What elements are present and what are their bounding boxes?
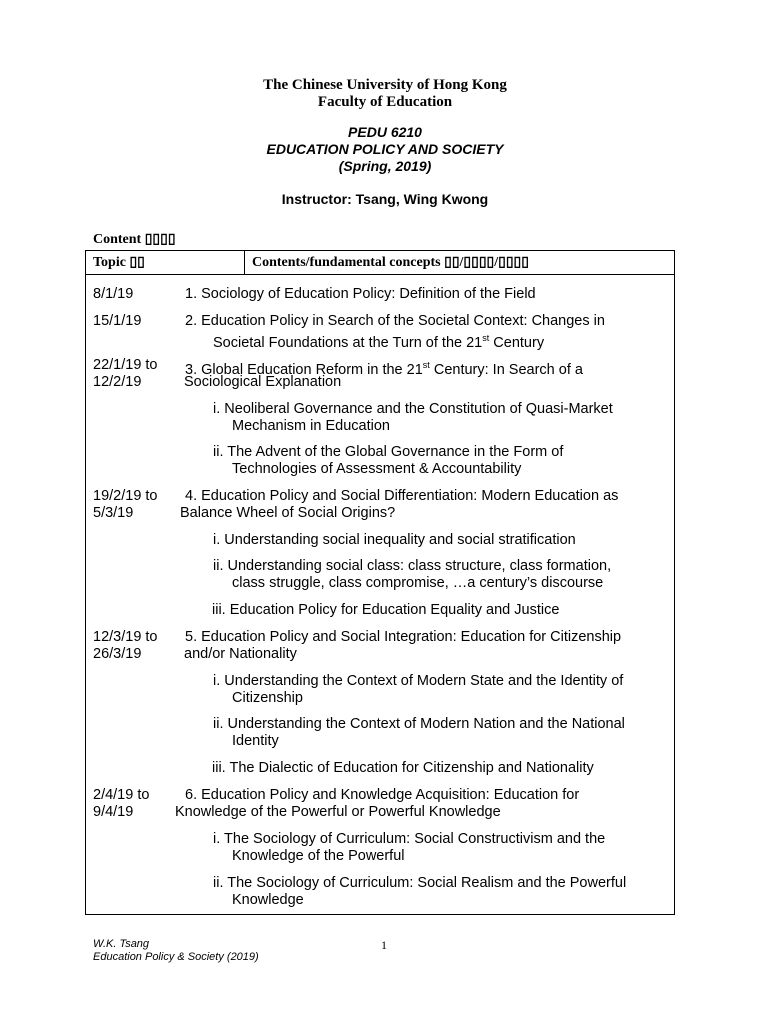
subtopic-line: Knowledge	[232, 892, 304, 908]
topic-line: Sociological Explanation	[184, 374, 342, 390]
column-divider	[244, 251, 245, 274]
subtopic-line: Citizenship	[232, 690, 303, 706]
subtopic-line: i. Understanding social inequality and social stratification	[213, 532, 576, 548]
university-title: The Chinese University of Hong Kong	[263, 77, 507, 93]
footer-doc-title: Education Policy & Society (2019)	[93, 951, 259, 963]
subtopic-line: i. Understanding the Context of Modern State and the Identity of	[213, 673, 624, 689]
instructor: Instructor: Tsang, Wing Kwong	[281, 191, 489, 207]
subtopic-line: ii. Understanding the Context of Modern Nation and the National	[213, 716, 625, 732]
topic-column-header: Topic ▯▯	[93, 255, 145, 270]
topic-line: 4. Education Policy and Social Differentiation: Modern Education as	[185, 488, 619, 504]
row-date: 2/4/19 to	[93, 787, 150, 803]
table-header	[86, 251, 674, 275]
contents-column-header: Contents/fundamental concepts ▯▯/▯▯▯▯/▯▯▯▯	[252, 255, 529, 270]
subtopic-line: class struggle, class compromise, …a century’s discourse	[232, 575, 604, 591]
row-date: 12/3/19 to	[93, 629, 158, 645]
row-date: 9/4/19	[93, 804, 134, 820]
row-date: 5/3/19	[93, 505, 134, 521]
topic-line: 2. Education Policy in Search of the Societal Context: Changes in	[185, 313, 605, 329]
subtopic-line: i. The Sociology of Curriculum: Social Constructivism and the	[213, 831, 606, 847]
topic-line: and/or Nationality	[184, 646, 297, 662]
topic-line: Balance Wheel of Social Origins?	[180, 505, 396, 521]
subtopic-line: ii. The Sociology of Curriculum: Social Realism and the Powerful	[213, 875, 627, 891]
course-term: (Spring, 2019)	[338, 158, 432, 174]
subtopic-line: Identity	[232, 733, 279, 749]
course-title: EDUCATION POLICY AND SOCIETY	[266, 141, 504, 157]
topic-line: Societal Foundations at the Turn of the 21st Century	[213, 333, 545, 351]
subtopic-line: iii. Education Policy for Education Equality and Justice	[212, 602, 560, 618]
page-number: 1	[381, 938, 387, 952]
footer-author: W.K. Tsang	[93, 938, 150, 950]
row-date: 26/3/19	[93, 646, 142, 662]
content-label: Content ▯▯▯▯	[93, 232, 176, 247]
row-date: 22/1/19 to	[93, 357, 158, 373]
subtopic-line: ii. The Advent of the Global Governance in the Form of	[213, 444, 564, 460]
footer-citation	[93, 938, 259, 964]
row-date: 8/1/19	[93, 286, 134, 302]
row-date: 15/1/19	[93, 313, 142, 329]
subtopic-line: Knowledge of the Powerful	[232, 848, 405, 864]
topic-line: 6. Education Policy and Knowledge Acquisition: Education for	[185, 787, 580, 803]
row-date: 12/2/19	[93, 374, 142, 390]
row-date: 19/2/19 to	[93, 488, 158, 504]
topic-line: 1. Sociology of Education Policy: Definition of the Field	[185, 286, 536, 302]
topic-line: Knowledge of the Powerful or Powerful Knowledge	[175, 804, 501, 820]
topic-line: 3. Global Education Reform in the 21st Century: In Search of a	[185, 360, 583, 378]
subtopic-line: i. Neoliberal Governance and the Constitution of Quasi-Market	[213, 401, 613, 417]
schedule-table	[85, 250, 675, 915]
subtopic-line: Mechanism in Education	[232, 418, 390, 434]
course-code: PEDU 6210	[348, 124, 422, 140]
faculty-title: Faculty of Education	[317, 94, 453, 110]
subtopic-line: Technologies of Assessment & Accountability	[232, 461, 522, 477]
subtopic-line: iii. The Dialectic of Education for Citizenship and Nationality	[212, 760, 594, 776]
subtopic-line: ii. Understanding social class: class structure, class formation,	[213, 558, 612, 574]
topic-line: 5. Education Policy and Social Integration: Education for Citizenship	[185, 629, 622, 645]
